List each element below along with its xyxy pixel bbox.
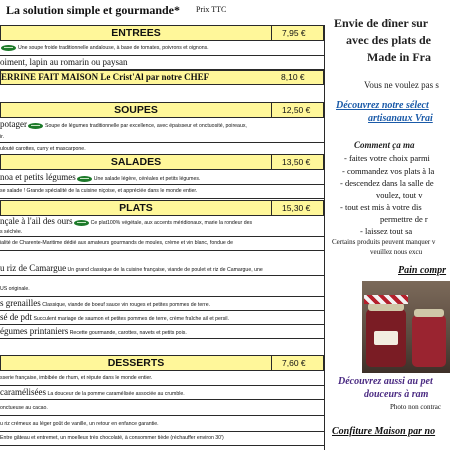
section-desserts (0, 355, 324, 371)
dish-description: Classique, viande de boeuf sauce vin rouges et petites pommes de terre. (42, 302, 211, 308)
menu-line (0, 372, 324, 386)
section-title: SOUPES (114, 104, 158, 116)
dish-name: égumes printaniers (0, 326, 69, 336)
dish-name: noa et petits légumes (0, 172, 76, 182)
promo-step: - tout est mis à votre dis (340, 202, 422, 212)
menu-line (0, 56, 324, 70)
dish-description: onctueuse au cacao. (0, 405, 48, 411)
dish-description: sserie française, imbibée de rhum, et répute dans le monde entier. (0, 375, 153, 381)
menu-line (0, 262, 324, 276)
menu-line (0, 402, 324, 416)
menu-line-terrine (0, 70, 324, 85)
promo-step: - faites votre choix parmi (344, 153, 430, 163)
dish-description: ialité de Charente-Maritime dédié aux amateurs gourmands de moules, crème et vin blanc, fondue de (0, 240, 233, 246)
promo-note: Certains produits peuvent manquer v (332, 238, 436, 246)
menu-line (0, 237, 324, 251)
dish-name: caramélisées (0, 387, 46, 397)
dish-name: sé de pdt (0, 312, 32, 322)
jar-lid-image (368, 303, 404, 311)
section-title: ENTREES (111, 27, 161, 39)
promo-step: permettre de r (380, 214, 428, 224)
promo-panel (328, 0, 450, 450)
dish-description: ir. (0, 134, 5, 140)
dish-description: La douceur de la pomme caramélisée associée au crumble. (47, 391, 185, 397)
promo-selection-link: artisanaux Vrai (368, 113, 433, 124)
jar-lid-image (414, 309, 444, 317)
dish-description: Une soupe froide traditionnelle andalouse, à base de tomates, poivrons et oignons. (18, 45, 209, 51)
promo-jam: Confiture Maison par no (332, 426, 436, 437)
dish-description: Recette gourmande, carottes, navets et petits pois. (69, 330, 187, 336)
dish-price: 8,10 € (281, 72, 305, 82)
section-salades (0, 154, 324, 170)
menu-line (0, 297, 324, 311)
promo-headline: avec des plats de (346, 33, 431, 47)
section-plats (0, 200, 324, 216)
section-price: 7,60 € (271, 356, 325, 370)
section-entrees (0, 25, 324, 41)
dish-description: Une salade légère, céréales et petits légumes. (93, 176, 201, 182)
dish-description: u riz crémeux au léger goût de vanille, un retour en enfance garantie. (0, 421, 159, 427)
promo-headline: Made in Fra (367, 50, 431, 64)
dish-description: se salade ! Grande spécialité de la cuisine niçoise, et appréciée dans le monde entier. (0, 188, 198, 194)
photo-disclaimer: Photo non contrac (390, 403, 441, 411)
menu-line (0, 171, 324, 185)
leaf-icon (74, 220, 89, 226)
menu-title: La solution simple et gourmande* (6, 3, 181, 17)
promo-step: - commandez vos plats à la (342, 166, 435, 176)
menu-line (0, 283, 324, 297)
section-title: SALADES (110, 156, 162, 168)
menu-line (0, 386, 324, 400)
menu-line (0, 325, 324, 339)
section-title: PLATS (119, 202, 153, 214)
dish-description: Ce plat100% végétale, aux accents méridionaux, marie la rondeur des (90, 220, 253, 226)
promo-subtitle: Comment ça ma (354, 140, 415, 150)
jar-image (412, 315, 446, 367)
menu-header (0, 3, 328, 21)
dish-name: ERRINE FAIT MAISON Le Crist'Al par notre CHEF (1, 72, 210, 82)
section-price: 15,30 € (271, 201, 325, 215)
promo-step: voulez, tout v (376, 190, 423, 200)
dish-name: s grenailles (0, 298, 41, 308)
menu-line (0, 185, 324, 199)
section-price: 13,50 € (271, 155, 325, 169)
dish-name: nçale à l'ail des ours (0, 217, 73, 226)
promo-also: douceurs à ram (364, 389, 429, 400)
promo-also: Découvrez aussi au pet (338, 376, 433, 387)
table-right-border (324, 25, 325, 450)
prices-note: Prix TTC (196, 5, 227, 14)
section-price: 7,95 € (271, 26, 325, 40)
jar-label-image (374, 331, 398, 345)
promo-headline: Envie de dîner sur (334, 16, 429, 30)
menu-line (0, 119, 324, 143)
menu-line (0, 432, 324, 446)
dish-name: potager (0, 119, 27, 129)
promo-step: - laissez tout sa (360, 226, 413, 236)
promo-selection-link: Découvrez notre sélect (336, 100, 429, 111)
dish-description: ulouté carottes, curry et mascarpone. (0, 146, 86, 152)
dish-description: Succulent mariage de saumon et petites pommes de terre, crème fraîche ail et persil. (33, 316, 229, 322)
dish-name: u riz de Camargue (0, 263, 67, 273)
dish-description: Soupe de légumes traditionnelle par excellence, avec épaisseur et onctuosité, poireaux, (45, 123, 247, 129)
promo-text: Vous ne voulez pas s (364, 80, 439, 90)
jam-jars-photo (362, 281, 450, 373)
menu-line (0, 42, 324, 56)
menu-line (0, 217, 324, 237)
leaf-icon (77, 176, 92, 182)
menu-line (0, 418, 324, 432)
section-title: DESSERTS (107, 357, 165, 369)
cloth-image (364, 295, 408, 304)
menu-line (0, 311, 324, 325)
section-soupes (0, 102, 324, 118)
dish-description: Entre gâteau et entremet, un moelleux très chocolaté, à consommer tiède (réchauffer environ 30') (0, 435, 224, 441)
dish-description: Un grand classique de la cuisine française, viande de poulet et riz de Camargue, une (67, 267, 263, 273)
section-price: 12,50 € (271, 103, 325, 117)
dish-description: s séchée. (0, 229, 23, 235)
promo-step: - descendez dans la salle de (340, 178, 434, 188)
leaf-icon (1, 45, 16, 51)
promo-bread: Pain compr (398, 265, 447, 276)
dish-name: oiment, lapin au romarin ou paysan (0, 57, 128, 67)
promo-note: veuillez nous excu (370, 248, 423, 256)
dish-description: US originale. (0, 286, 30, 292)
leaf-icon (28, 123, 43, 129)
